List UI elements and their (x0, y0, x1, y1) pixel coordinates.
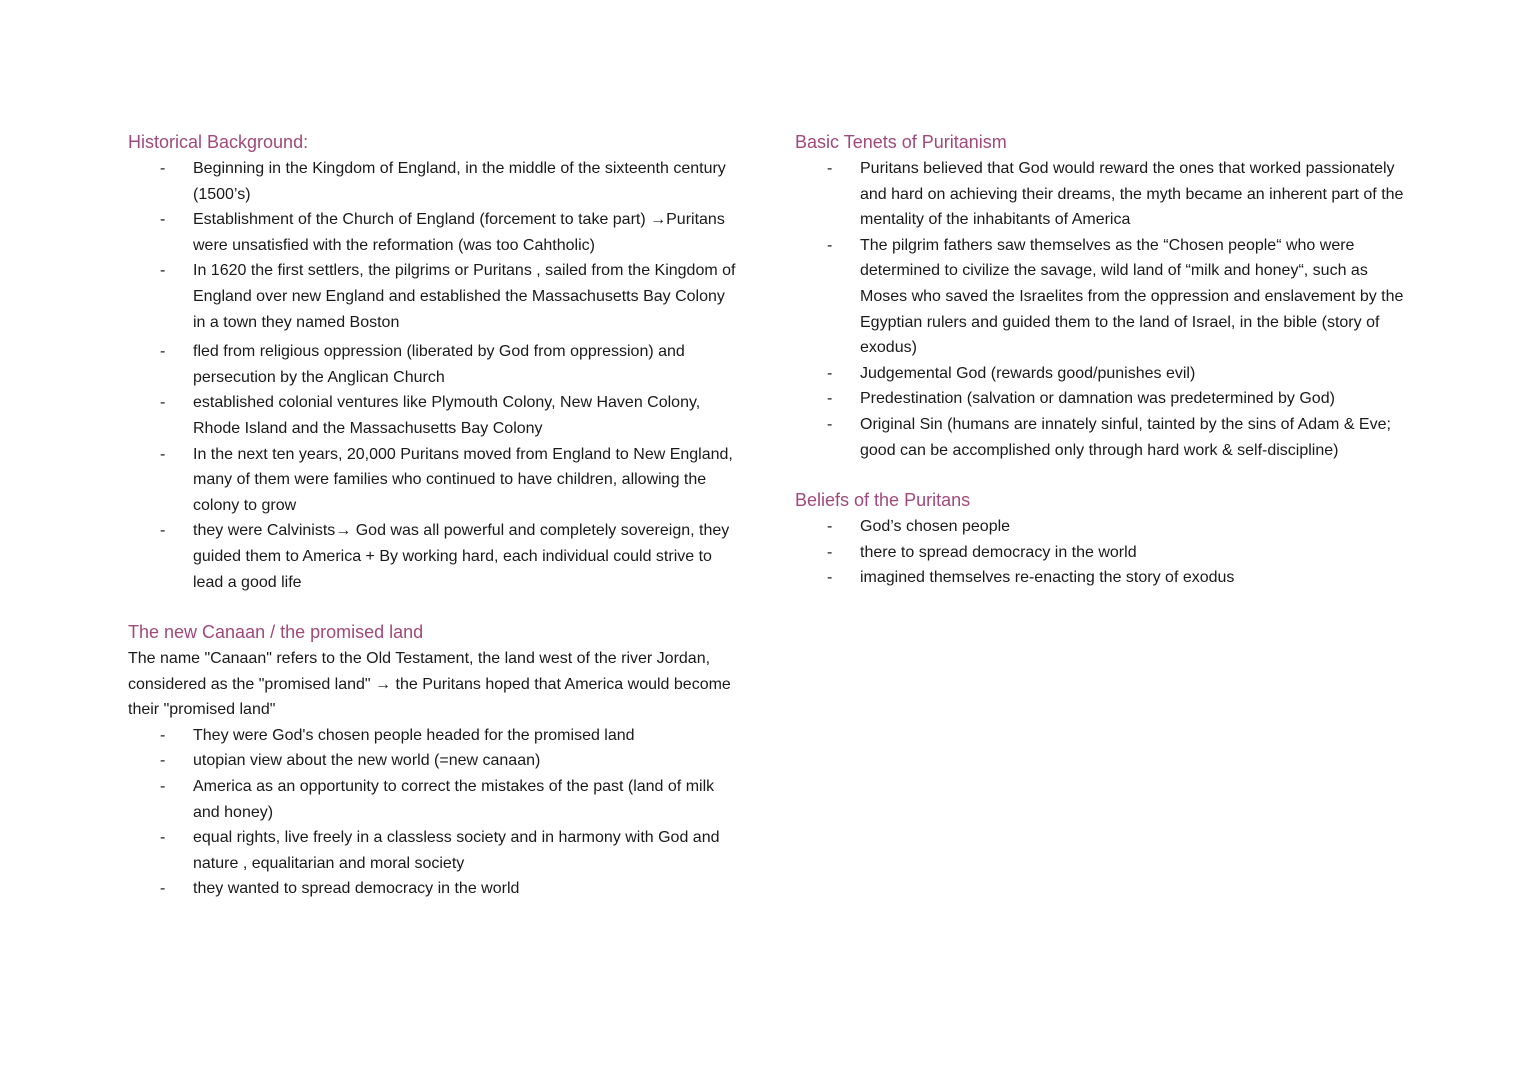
list-item: - there to spread democracy in the world (795, 540, 1405, 566)
list-item: - Beginning in the Kingdom of England, in the middle of the sixteenth century (1500’s) (128, 156, 738, 207)
bullet-dash: - (160, 160, 166, 177)
bullet-dash: - (160, 394, 166, 412)
bullet-dash: - (827, 390, 833, 408)
historical-background-list (128, 156, 738, 595)
list-item: - they wanted to spread democracy in the world (128, 876, 738, 902)
bullet-dash: - (160, 445, 166, 463)
bullet-dash: - (827, 518, 833, 536)
bullet-dash: - (827, 236, 833, 254)
beliefs-section (795, 488, 1405, 591)
list-item: - imagined themselves re-enacting the story of exodus (795, 565, 1405, 591)
list-item: - utopian view about the new world (=new canaan) (128, 748, 738, 774)
new-canaan-heading: The new Canaan / the promised land (128, 622, 424, 643)
bullet-dash: - (160, 211, 166, 229)
bullet-dash: - (827, 543, 833, 561)
basic-tenets-section (795, 130, 1405, 463)
bullet-dash: - (827, 160, 833, 177)
bullet-dash: - (160, 752, 166, 770)
list-item: - The pilgrim fathers saw themselves as the “Chosen people“ who were determined to civilize the savage, wild land of “milk and honey“, such as Moses who saved the Israelites from the oppression and enslavement by the Egyptian rulers and guided them to the land of Israel, in the bible (story of exodus) (795, 233, 1405, 361)
list-item: - Establishment of the Church of England (forcement to take part) →Puritans were unsatisfied with the reformation (was too Cahtholic) (128, 207, 738, 258)
list-item: - equal rights, live freely in a classless society and in harmony with God and nature , equalitarian and moral society (128, 825, 738, 876)
list-item: - In 1620 the first settlers, the pilgrims or Puritans , sailed from the Kingdom of England over new England and established the Massachusetts Bay Colony in a town they named Boston (128, 258, 738, 335)
bullet-dash: - (160, 343, 166, 361)
bullet-dash: - (160, 262, 166, 280)
list-item: - established colonial ventures like Plymouth Colony, New Haven Colony, Rhode Island and the Massachusetts Bay Colony (128, 390, 738, 441)
list-item: - Judgemental God (rewards good/punishes evil) (795, 361, 1405, 387)
beliefs-list (795, 514, 1405, 591)
historical-background-heading: Historical Background: (128, 132, 309, 152)
bullet-dash: - (160, 522, 166, 540)
bullet-dash: - (827, 569, 833, 587)
list-item: - They were God's chosen people headed for the promised land (128, 723, 738, 749)
list-item: - fled from religious oppression (liberated by God from oppression) and persecution by the Anglican Church (128, 339, 738, 390)
list-item: - they were Calvinists→ God was all powerful and completely sovereign, they guided them to America + By working hard, each individual could strive to lead a good life (128, 518, 738, 595)
bullet-dash: - (160, 778, 166, 796)
list-item: - Original Sin (humans are innately sinful, tainted by the sins of Adam & Eve; good can be accomplished only through hard work & self-discipline) (795, 412, 1405, 463)
list-item: - God’s chosen people (795, 514, 1405, 540)
new-canaan-list (128, 723, 738, 902)
new-canaan-section (128, 620, 738, 902)
bullet-dash: - (827, 364, 833, 382)
right-column (795, 130, 1405, 591)
bullet-dash: - (160, 726, 166, 744)
bullet-dash: - (160, 829, 166, 847)
basic-tenets-list (795, 156, 1405, 463)
left-column (128, 130, 738, 902)
basic-tenets-heading: Basic Tenets of Puritanism (795, 132, 1007, 152)
beliefs-heading: Beliefs of the Puritans (795, 490, 971, 511)
bullet-dash: - (160, 880, 166, 898)
bullet-dash: - (827, 415, 833, 433)
list-item: - In the next ten years, 20,000 Puritans moved from England to New England, many of them were families who continued to have children, allowing the colony to grow (128, 442, 738, 519)
list-item: - America as an opportunity to correct the mistakes of the past (land of milk and honey) (128, 774, 738, 825)
historical-background-section (128, 130, 738, 595)
list-item: - Predestination (salvation or damnation was predetermined by God) (795, 386, 1405, 412)
list-item: - Puritans believed that God would reward the ones that worked passionately and hard on achieving their dreams, the myth became an inherent part of the mentality of the inhabitants of America (795, 156, 1405, 233)
new-canaan-paragraph: The name "Canaan" refers to the Old Testament, the land west of the river Jordan, considered as the "promised land" → the Puritans hoped that America would become their "promised land" (128, 650, 731, 719)
